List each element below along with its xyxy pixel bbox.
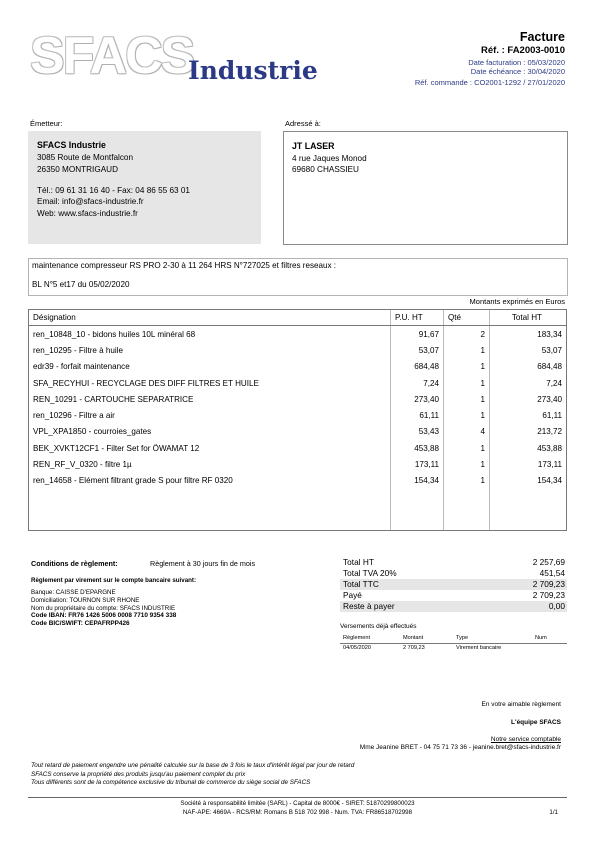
due-date: Date échéance : 30/04/2020 — [470, 67, 565, 76]
currency-note: Montants exprimés en Euros — [469, 297, 565, 306]
row-unit-price: 7,24 — [391, 375, 444, 391]
header-designation: Désignation — [29, 310, 391, 326]
items-table — [28, 309, 567, 531]
table-header-row — [29, 310, 567, 326]
row-quantity: 1 — [444, 440, 490, 456]
total-tva-row — [340, 568, 567, 579]
row-designation: ren_10848_10 - bidons huiles 10L minéral 68 — [29, 326, 391, 343]
table-row — [29, 391, 567, 407]
row-unit-price: 91,67 — [391, 326, 444, 343]
recipient-box — [283, 131, 568, 245]
recipient-label: Adressé à: — [285, 119, 321, 128]
closing-contact: Mme Jeanine BRET - 04 75 71 73 36 - jeanine.bret@sfacs-industrie.fr — [359, 744, 561, 751]
page-number: 1/1 — [549, 809, 558, 816]
row-unit-price: 173,11 — [391, 456, 444, 472]
recipient-address-line1: 4 rue Jaques Monod — [292, 154, 367, 163]
invoice-reference: Réf. : FA2003-0010 — [481, 45, 565, 56]
account-owner: Nom du propriétaire du compte: SFACS INDUSTRIE — [31, 605, 176, 612]
row-quantity: 1 — [444, 391, 490, 407]
bank-transfer-title: Règlement par virement sur le compte bancaire suivant: — [31, 577, 197, 584]
note-line1: maintenance compresseur RS PRO 2-30 à 11 264 HRS N°727025 et filtres reseaux : — [32, 261, 337, 270]
row-designation: edr39 - forfait maintenance — [29, 359, 391, 375]
total-ht-label: Total HT — [343, 557, 374, 567]
row-quantity: 1 — [444, 359, 490, 375]
payments-header-date: Règlement — [343, 635, 371, 641]
remaining-row — [340, 601, 567, 612]
row-designation: ren_10295 - Filtre à huile — [29, 342, 391, 358]
row-unit-price: 53,07 — [391, 342, 444, 358]
remaining-label: Reste à payer — [343, 601, 395, 611]
payment-terms-label: Conditions de règlement: — [31, 559, 118, 568]
recipient-name: JT LASER — [292, 141, 335, 151]
table-row — [29, 456, 567, 472]
row-unit-price: 273,40 — [391, 391, 444, 407]
company-logo: SFACS — [30, 27, 194, 85]
sender-name: SFACS Industrie — [37, 140, 106, 150]
total-ht-value: 2 257,69 — [532, 557, 565, 567]
row-quantity: 1 — [444, 473, 490, 531]
payment-amount: 2 709,23 — [403, 645, 425, 651]
row-designation: VPL_XPA1850 - courroies_gates — [29, 424, 391, 440]
payments-header-num: Num — [535, 635, 547, 641]
footer-divider — [28, 797, 567, 798]
closing-team: L'équipe SFACS — [511, 719, 561, 726]
row-total: 273,40 — [490, 391, 567, 407]
sender-box — [28, 131, 261, 244]
payment-type: Virement bancaire — [456, 645, 502, 651]
row-total: 53,07 — [490, 342, 567, 358]
row-unit-price: 684,48 — [391, 359, 444, 375]
row-unit-price: 53,43 — [391, 424, 444, 440]
iban: Code IBAN: FR76 1426 5006 0008 7710 9354 338 — [31, 612, 177, 619]
row-designation: ren_10296 - Filtre a air — [29, 407, 391, 423]
row-total: 7,24 — [490, 375, 567, 391]
sender-website: Web: www.sfacs-industrie.fr — [37, 209, 138, 218]
row-unit-price: 154,34 — [391, 473, 444, 531]
row-total: 183,34 — [490, 326, 567, 343]
row-designation: REN_10291 - CARTOUCHE SEPARATRICE — [29, 391, 391, 407]
row-total: 684,48 — [490, 359, 567, 375]
order-reference: Réf. commande : CO2001-1292 / 27/01/2020 — [414, 78, 565, 87]
bank-domiciliation: Domiciliation: TOURNON SUR RHONE — [31, 597, 140, 604]
paid-row — [340, 590, 567, 601]
row-designation: REN_RF_V_0320 - filtre 1µ — [29, 456, 391, 472]
row-total: 154,34 — [490, 473, 567, 531]
payments-header-type: Type — [456, 635, 469, 641]
row-total: 213,72 — [490, 424, 567, 440]
table-row — [29, 440, 567, 456]
legal-line2: SFACS conserve la propriété des produits jusqu'au paiement complet du prix — [31, 771, 246, 778]
payments-title: Versements déjà effectués — [340, 623, 417, 630]
total-ttc-label: Total TTC — [343, 579, 379, 589]
legal-line1: Tout retard de paiement engendre une pénalité calculée sur la base de 3 fois le taux d'intérêt légal par jour de retard — [31, 762, 355, 769]
row-quantity: 1 — [444, 342, 490, 358]
header-total: Total HT — [490, 310, 567, 326]
table-row — [29, 407, 567, 423]
table-row — [29, 473, 567, 531]
sender-phone: Tél.: 09 61 31 16 40 - Fax: 04 86 55 63 01 — [37, 186, 190, 195]
payment-date: 04/05/2020 — [343, 645, 371, 651]
payment-terms-value: Règlement à 30 jours fin de mois — [150, 559, 256, 568]
row-unit-price: 453,88 — [391, 440, 444, 456]
sender-address-line2: 26350 MONTRIGAUD — [37, 165, 118, 174]
header-unit-price: P.U. HT — [391, 310, 444, 326]
sender-label: Émetteur: — [30, 119, 63, 128]
table-row — [29, 359, 567, 375]
table-row — [29, 326, 567, 343]
footer-line1: Société à responsabilité limitée (SARL) - Capital de 8000€ - SIRET: 51870299800023 — [180, 800, 415, 807]
paid-value: 2 709,23 — [532, 590, 565, 600]
closing-service: Notre service comptable — [490, 736, 561, 743]
remaining-value: 0,00 — [548, 601, 565, 611]
row-quantity: 1 — [444, 456, 490, 472]
row-designation: ren_14658 - Elément filtrant grade S pour filtre RF 0320 — [29, 473, 391, 531]
total-ttc-row — [340, 579, 567, 590]
footer-line2: NAF-APE: 4669A - RCS/RM: Romans B 518 702 998 - Num. TVA: FR86518702998 — [182, 809, 413, 816]
row-total: 173,11 — [490, 456, 567, 472]
invoice-date: Date facturation : 05/03/2020 — [468, 58, 565, 67]
row-designation: BEK_XVKT12CF1 - Filter Set for ÖWAMAT 12 — [29, 440, 391, 456]
table-row — [29, 342, 567, 358]
bank-name: Banque: CAISSE D'EPARGNE — [31, 589, 116, 596]
row-quantity: 2 — [444, 326, 490, 343]
legal-line3: Tous différents sont de la compétence exclusive du tribunal de commerce du siège social de SFACS — [31, 779, 311, 786]
paid-label: Payé — [343, 590, 362, 600]
header-quantity: Qté — [444, 310, 490, 326]
row-designation: SFA_RECYHUI - RECYCLAGE DES DIFF FILTRES ET HUILE — [29, 375, 391, 391]
row-total: 61,11 — [490, 407, 567, 423]
company-logo-suffix: Industrie — [188, 56, 318, 85]
total-tva-label: Total TVA 20% — [343, 568, 397, 578]
bic-swift: Code BIC/SWIFT: CEPAFRPP426 — [31, 620, 130, 627]
total-ttc-value: 2 709,23 — [532, 579, 565, 589]
row-total: 453,88 — [490, 440, 567, 456]
invoice-note — [28, 258, 568, 296]
row-quantity: 1 — [444, 375, 490, 391]
payments-header-row — [340, 635, 567, 644]
table-row — [29, 424, 567, 440]
sender-address-line1: 3085 Route de Montfalcon — [37, 153, 134, 162]
total-ht-row — [340, 557, 567, 568]
row-quantity: 1 — [444, 407, 490, 423]
total-tva-value: 451,54 — [539, 568, 565, 578]
document-title: Facture — [519, 30, 565, 44]
closing-greeting: En votre aimable règlement — [481, 701, 561, 708]
payments-row — [340, 645, 567, 653]
note-line2: BL N°5 et17 du 05/02/2020 — [32, 280, 130, 289]
row-unit-price: 61,11 — [391, 407, 444, 423]
recipient-address-line2: 69680 CHASSIEU — [292, 165, 359, 174]
sender-email: Email: info@sfacs-industrie.fr — [37, 197, 144, 206]
payments-header-amount: Montant — [403, 635, 424, 641]
table-row — [29, 375, 567, 391]
row-quantity: 4 — [444, 424, 490, 440]
